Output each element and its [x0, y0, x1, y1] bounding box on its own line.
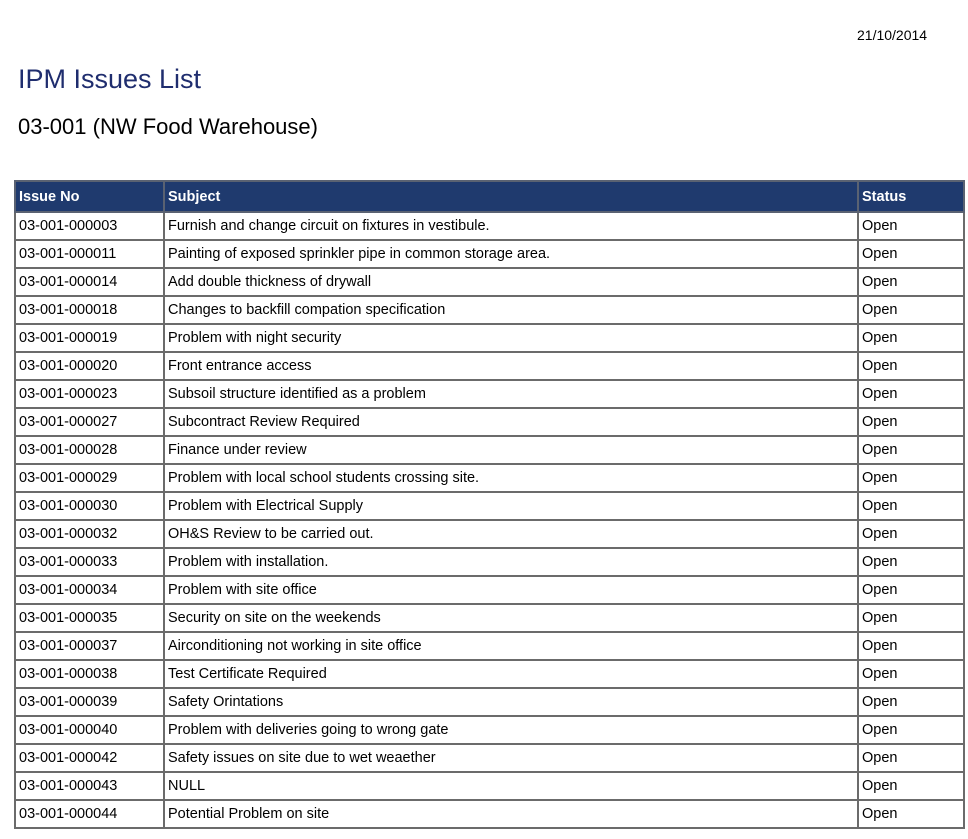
issue-no-cell: 03-001-000018	[15, 296, 164, 324]
status-cell: Open	[858, 408, 964, 436]
status-cell: Open	[858, 632, 964, 660]
table-row	[15, 660, 964, 688]
issue-no-cell: 03-001-000034	[15, 576, 164, 604]
status-cell: Open	[858, 352, 964, 380]
column-header-issue-no: Issue No	[15, 181, 164, 212]
issue-no-cell: 03-001-000044	[15, 800, 164, 828]
subject-cell: Changes to backfill compation specification	[164, 296, 858, 324]
subject-cell: Safety Orintations	[164, 688, 858, 716]
table-row	[15, 800, 964, 828]
subject-cell: Add double thickness of drywall	[164, 268, 858, 296]
table-row	[15, 632, 964, 660]
status-cell: Open	[858, 492, 964, 520]
issue-no-cell: 03-001-000023	[15, 380, 164, 408]
status-cell: Open	[858, 744, 964, 772]
issue-no-cell: 03-001-000040	[15, 716, 164, 744]
table-row	[15, 744, 964, 772]
subject-cell: Problem with local school students crossing site.	[164, 464, 858, 492]
table-row	[15, 548, 964, 576]
status-cell: Open	[858, 688, 964, 716]
issue-no-cell: 03-001-000032	[15, 520, 164, 548]
issue-no-cell: 03-001-000037	[15, 632, 164, 660]
subject-cell: NULL	[164, 772, 858, 800]
table-row	[15, 688, 964, 716]
subject-cell: Safety issues on site due to wet weaether	[164, 744, 858, 772]
table-header-row	[15, 181, 964, 212]
subject-cell: Problem with Electrical Supply	[164, 492, 858, 520]
status-cell: Open	[858, 800, 964, 828]
status-cell: Open	[858, 324, 964, 352]
subject-cell: Airconditioning not working in site office	[164, 632, 858, 660]
issue-no-cell: 03-001-000028	[15, 436, 164, 464]
subject-cell: Furnish and change circuit on fixtures in vestibule.	[164, 212, 858, 240]
issue-no-cell: 03-001-000043	[15, 772, 164, 800]
subject-cell: OH&S Review to be carried out.	[164, 520, 858, 548]
issue-no-cell: 03-001-000027	[15, 408, 164, 436]
column-header-status: Status	[858, 181, 964, 212]
status-cell: Open	[858, 772, 964, 800]
issue-no-cell: 03-001-000029	[15, 464, 164, 492]
status-cell: Open	[858, 716, 964, 744]
status-cell: Open	[858, 296, 964, 324]
status-cell: Open	[858, 212, 964, 240]
subject-cell: Subsoil structure identified as a problem	[164, 380, 858, 408]
issue-no-cell: 03-001-000033	[15, 548, 164, 576]
issue-no-cell: 03-001-000011	[15, 240, 164, 268]
status-cell: Open	[858, 576, 964, 604]
table-row	[15, 324, 964, 352]
status-cell: Open	[858, 604, 964, 632]
issue-no-cell: 03-001-000035	[15, 604, 164, 632]
table-row	[15, 604, 964, 632]
table-row	[15, 436, 964, 464]
status-cell: Open	[858, 380, 964, 408]
issue-no-cell: 03-001-000003	[15, 212, 164, 240]
issue-no-cell: 03-001-000014	[15, 268, 164, 296]
table-row	[15, 268, 964, 296]
table-row	[15, 408, 964, 436]
table-row	[15, 576, 964, 604]
report-date: 21/10/2014	[857, 27, 928, 43]
subject-cell: Problem with night security	[164, 324, 858, 352]
subject-cell: Test Certificate Required	[164, 660, 858, 688]
subject-cell: Painting of exposed sprinkler pipe in common storage area.	[164, 240, 858, 268]
status-cell: Open	[858, 520, 964, 548]
issue-no-cell: 03-001-000019	[15, 324, 164, 352]
status-cell: Open	[858, 548, 964, 576]
subject-cell: Problem with site office	[164, 576, 858, 604]
table-row	[15, 212, 964, 240]
issues-table-body	[15, 212, 964, 828]
status-cell: Open	[858, 268, 964, 296]
subject-cell: Security on site on the weekends	[164, 604, 858, 632]
project-title: 03-001 (NW Food Warehouse)	[18, 114, 318, 139]
table-row	[15, 380, 964, 408]
table-row	[15, 772, 964, 800]
issue-no-cell: 03-001-000038	[15, 660, 164, 688]
issue-no-cell: 03-001-000030	[15, 492, 164, 520]
subject-cell: Subcontract Review Required	[164, 408, 858, 436]
report-title: IPM Issues List	[18, 64, 202, 94]
table-row	[15, 296, 964, 324]
table-row	[15, 464, 964, 492]
table-row	[15, 492, 964, 520]
status-cell: Open	[858, 464, 964, 492]
issue-no-cell: 03-001-000042	[15, 744, 164, 772]
table-row	[15, 716, 964, 744]
subject-cell: Front entrance access	[164, 352, 858, 380]
subject-cell: Finance under review	[164, 436, 858, 464]
issue-no-cell: 03-001-000039	[15, 688, 164, 716]
subject-cell: Problem with deliveries going to wrong gate	[164, 716, 858, 744]
status-cell: Open	[858, 660, 964, 688]
issues-table	[14, 180, 965, 829]
column-header-subject: Subject	[164, 181, 858, 212]
issue-no-cell: 03-001-000020	[15, 352, 164, 380]
status-cell: Open	[858, 436, 964, 464]
table-row	[15, 352, 964, 380]
subject-cell: Potential Problem on site	[164, 800, 858, 828]
table-row	[15, 520, 964, 548]
status-cell: Open	[858, 240, 964, 268]
subject-cell: Problem with installation.	[164, 548, 858, 576]
table-row	[15, 240, 964, 268]
